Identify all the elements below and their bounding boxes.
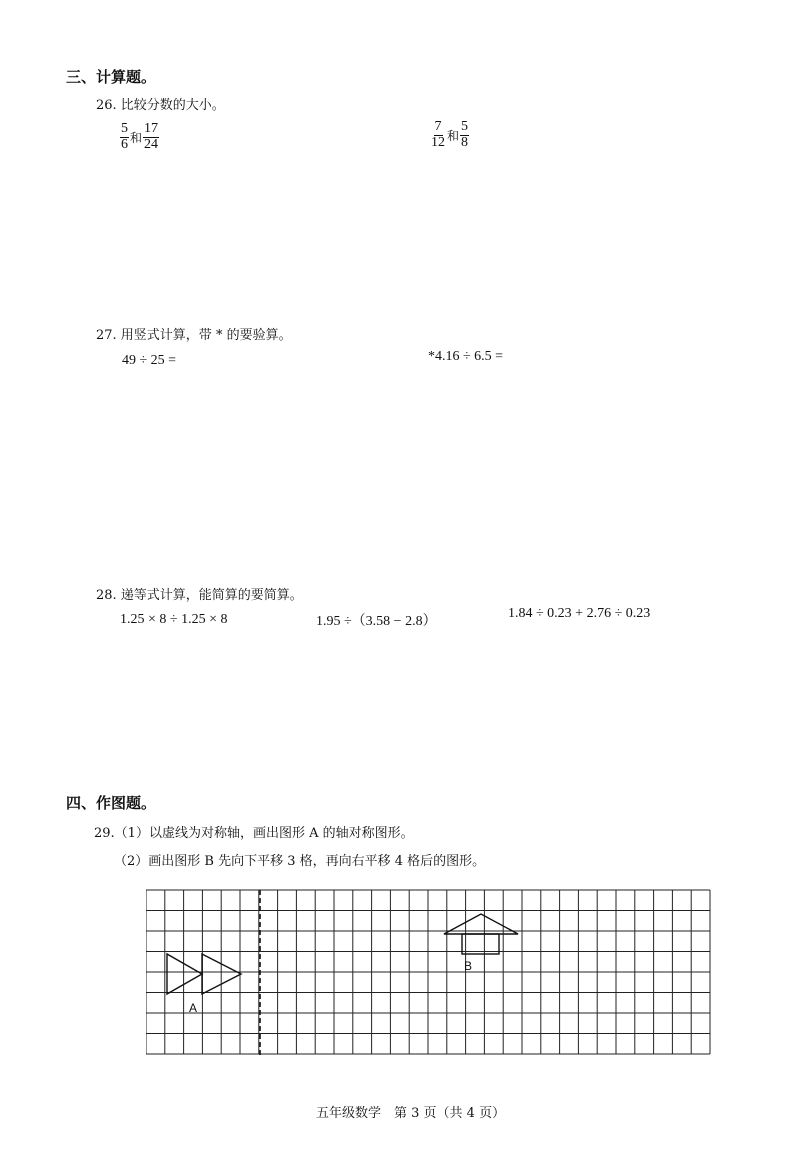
question-29-part-2: （2）画出图形 B 先向下平移 3 格，再向右平移 4 格后的图形。	[114, 854, 486, 869]
fraction: $\frac{7}{12}$	[431, 119, 445, 150]
fraction: $\frac{17}{24}$	[144, 121, 159, 152]
q27-expression-2: *4.16 ÷ 6.5 =	[428, 349, 504, 364]
q28-expression-1: 1.25 × 8 ÷ 1.25 × 8	[120, 612, 228, 627]
fraction: $\frac{5}{6}$	[121, 121, 128, 152]
fraction: $\frac{5}{8}$	[461, 119, 469, 150]
question-29-part-1: 29.（1）以虚线为对称轴，画出图形 A 的轴对称图形。	[94, 826, 414, 841]
q26-left-comparison	[120, 122, 159, 152]
q26-right-comparison	[430, 120, 469, 150]
shape-b-house	[444, 914, 518, 954]
section-3-title: 三、计算题。	[66, 68, 157, 86]
conjunction: 和	[447, 128, 460, 143]
shape-a-double-arrow	[167, 954, 241, 994]
label-a: A	[189, 1001, 198, 1015]
drawing-grid[interactable]	[146, 888, 712, 1058]
section-4-title: 四、作图题。	[66, 794, 157, 812]
q28-expression-3: 1.84 ÷ 0.23 + 2.76 ÷ 0.23	[508, 606, 651, 621]
conjunction: 和	[130, 130, 143, 145]
q28-expression-2: 1.95 ÷（3.58 − 2.8）	[316, 614, 437, 629]
page-footer: 五年级数学 第 3 页（共 4 页）	[316, 1106, 506, 1121]
shape-a-triangle-left	[167, 954, 202, 994]
label-b: B	[464, 959, 473, 973]
grid-lines	[146, 890, 710, 1054]
question-27-prompt: 27. 用竖式计算，带 * 的要验算。	[96, 328, 292, 343]
question-28-prompt: 28. 递等式计算，能简算的要简算。	[96, 588, 303, 603]
question-26-prompt: 26. 比较分数的大小。	[96, 98, 225, 113]
q27-expression-1: 49 ÷ 25 =	[122, 353, 177, 368]
